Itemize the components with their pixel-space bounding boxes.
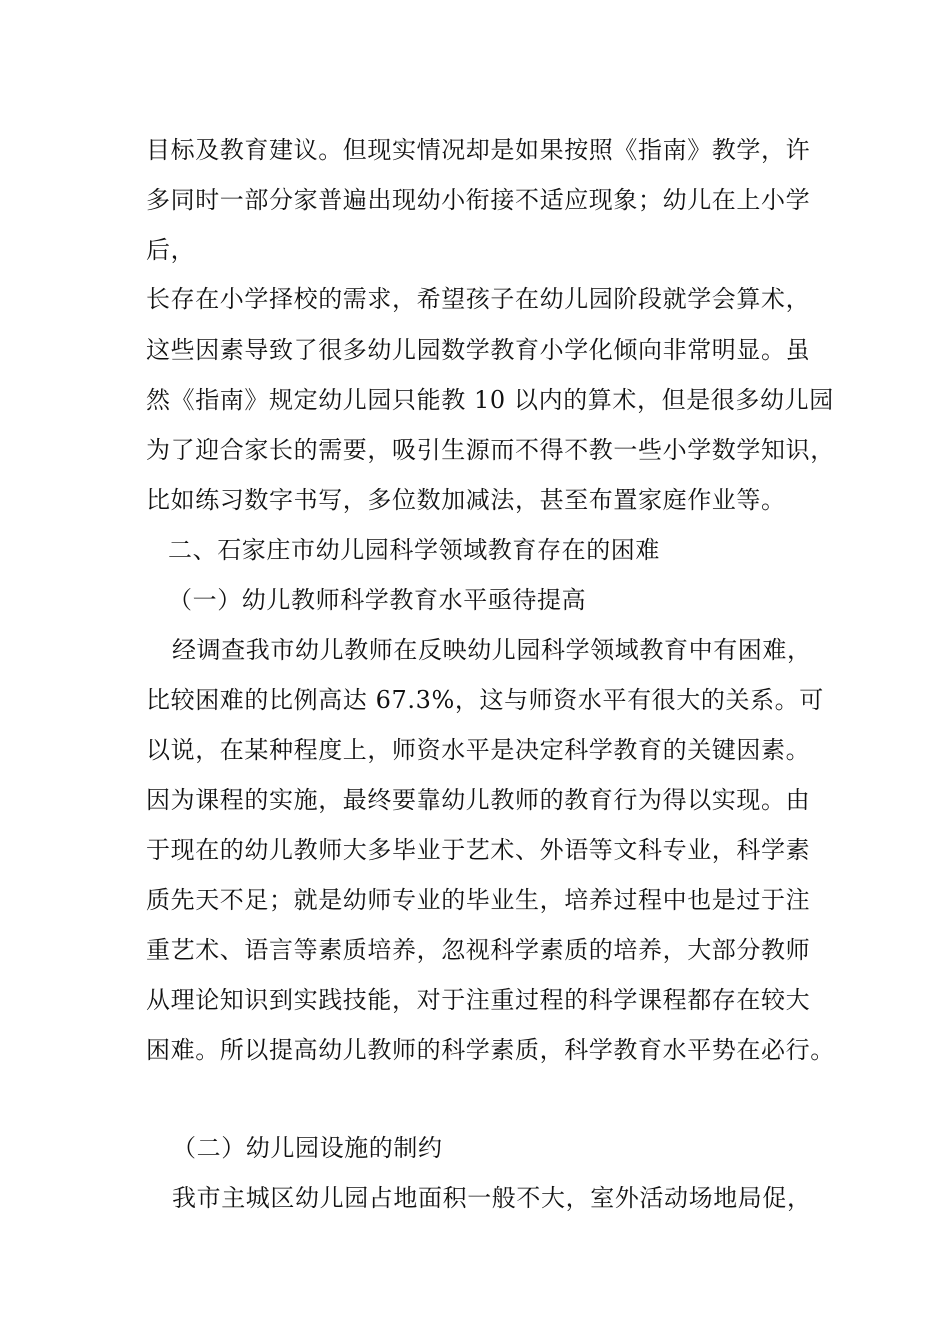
text-line: 重艺术、语言等素质培养，忽视科学素质的培养，大部分教师 (146, 936, 811, 964)
text-line: 因为课程的实施，最终要靠幼儿教师的教育行为得以实现。由 (146, 786, 811, 814)
text-line: 长存在小学择校的需求，希望孩子在幼儿园阶段就学会算术， (146, 285, 811, 313)
text-line: 目标及教育建议。但现实情况却是如果按照《指南》教学，许 (146, 136, 811, 164)
text-line: 质先天不足；就是幼师专业的毕业生，培养过程中也是过于注 (146, 886, 811, 914)
text-line: 困难。所以提高幼儿教师的科学素质，科学教育水平势在必行。 (146, 1036, 835, 1064)
text-line: 比较困难的比例高达 67.3%，这与师资水平有很大的关系。可 (146, 686, 824, 714)
subsection-heading: （二）幼儿园设施的制约 (172, 1134, 443, 1162)
text-line: 比如练习数字书写，多位数加减法，甚至布置家庭作业等。 (146, 486, 786, 514)
text-line: 后， (146, 236, 196, 264)
text-line: 这些因素导致了很多幼儿园数学教育小学化倾向非常明显。虽 (146, 336, 811, 364)
text-line: 于现在的幼儿教师大多毕业于艺术、外语等文科专业，科学素 (146, 836, 811, 864)
text-line: 经调查我市幼儿教师在反映幼儿园科学领域教育中有困难， (172, 636, 812, 664)
text-line: 从理论知识到实践技能，对于注重过程的科学课程都存在较大 (146, 986, 811, 1014)
text-line: 然《指南》规定幼儿园只能教 10 以内的算术，但是很多幼儿园 (146, 386, 834, 414)
text-line: 多同时一部分家普遍出现幼小衔接不适应现象；幼儿在上小学 (146, 186, 811, 214)
section-heading: 二、石家庄市幼儿园科学领域教育存在的困难 (168, 536, 660, 564)
subsection-heading: （一）幼儿教师科学教育水平亟待提高 (168, 586, 587, 614)
text-line: 为了迎合家长的需要，吸引生源而不得不教一些小学数学知识， (146, 436, 835, 464)
text-line: 以说，在某种程度上，师资水平是决定科学教育的关键因素。 (146, 736, 811, 764)
text-line: 我市主城区幼儿园占地面积一般不大，室外活动场地局促， (172, 1184, 812, 1212)
